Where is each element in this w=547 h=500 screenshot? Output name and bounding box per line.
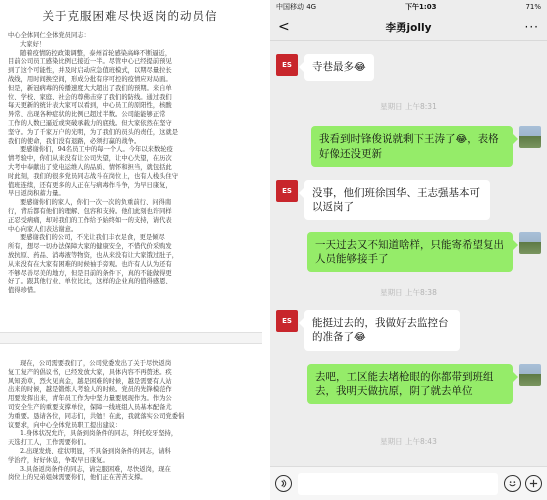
chat-header	[270, 14, 547, 41]
message-text: 我看到时锋俊说就剩下王涛了	[319, 133, 456, 145]
status-bar	[270, 0, 547, 14]
message-text: 没事，他们班徐国华、王志强基本可以返岗了	[312, 187, 480, 213]
timestamp: 星期日 上午8:31	[380, 102, 437, 111]
document-line: 要感谢我们的公司，不光让我们丰衣足食，更是倾尽	[20, 234, 165, 242]
message-bubble-outgoing[interactable]	[311, 126, 513, 167]
document-line: 每天更新的统计表大家可以看到，中心员工的原阳性，核酸	[8, 102, 172, 110]
document-line: 坚守。为了千家万户的光明，为了我们的员头的责任，这就是	[8, 128, 179, 136]
document-line: 随着疫情防控政策调整，泰州首轮感染高峰不断逼近，	[20, 49, 172, 57]
document-line: 但是，新冠病毒的传播速度大大超出了我们的预期。来自单	[8, 84, 172, 92]
back-icon[interactable]: <	[278, 19, 290, 35]
laughing-emoji-icon: 😂	[354, 62, 366, 73]
document-line: 工作的人数已逼近或突破承载力的底线。但大家依然在坚守	[8, 119, 172, 127]
document-line: 情考验中，你们从来没有让公司失望，让中心失望，在历次	[8, 155, 172, 163]
document-line: 大考中奉献出了党电运维人的品质、情怀和担当，就包括此	[8, 163, 172, 171]
document-line: 所有，想尽一切办法保障大家的健康安全，不惜代价采购发	[8, 243, 172, 251]
document-line: 大家好！	[20, 40, 46, 48]
document-line: 出来的时候，越是锻炼人考验人的时候。党员的先锋模范作	[8, 386, 172, 394]
plus-icon[interactable]	[525, 475, 542, 492]
emoji-icon[interactable]	[504, 475, 521, 492]
document-line: 为重要。恳请各位，同志们，共勉！在此，我就落实公司党委倡	[8, 412, 185, 420]
contact-avatar[interactable]: ES	[276, 310, 298, 332]
document-line: 复工复产的倡议书，已经发放大家，具体内容不再赘述。疾	[8, 368, 172, 376]
document-line: 时此刻，我们的很多党员同志战斗在岗位上，也有人栈头住守	[8, 172, 179, 180]
timestamp: 星期日 上午8:38	[380, 288, 437, 297]
document-page-2	[8, 360, 252, 500]
clock-label: 下午1:03	[405, 3, 437, 11]
contact-avatar[interactable]: ES	[276, 180, 298, 202]
document-line: 学治疗，好好休息，争取早日康复。	[8, 456, 109, 464]
document-body-1	[8, 32, 252, 296]
document-line: 3.具备返岗条件的同志，请完服困难，尽快返岗，现在	[20, 465, 171, 473]
page-separator	[0, 332, 262, 344]
message-text: 能挺过去的，我做好去监控台的准备了	[312, 317, 449, 343]
document-line: 现在，公司需要我们了，公司党委发出了关于尽快返岗	[20, 360, 172, 367]
document-line: 正忍受病痛，却对我们的工作给予始终如一的支持，请代表	[8, 216, 172, 224]
document-line: 议要求，向中心全体党员职工提出建议：	[8, 421, 122, 429]
document-line: 值班连续，还有更多的人正在与病毒作斗争，为早日康复，	[8, 181, 172, 189]
laughing-emoji-icon: 😂	[354, 332, 366, 343]
document-line: 司安全生产的重要支撑单位，保障一线班组人员基本配备尤	[8, 403, 172, 411]
document-line: 战线，用时间换空间，形成分批有序可控的疫情应对局面。	[8, 75, 172, 83]
document-line: 中心向家人们表达谢意。	[8, 225, 78, 233]
document-line: 好了。跟其他行业、单位比比，这样的企业真的值得感恩、	[8, 278, 172, 286]
carrier-label: 中国移动 4G	[276, 3, 317, 11]
document-line: 要感谢你们的家人，你们一次一次的负重前行、问得南	[20, 199, 172, 207]
contact-avatar[interactable]: ES	[276, 54, 298, 76]
message-text: 去吧，工区能去堵枪眼的你都带到班组去，我明天做抗原，阴了就去单位	[315, 371, 494, 397]
document-page-1	[8, 6, 252, 324]
document-body-2	[8, 360, 252, 483]
document-line: 风知劲草，烈火见真金，越是困难的时候，越是需要有人站	[8, 377, 172, 385]
message-bubble-incoming[interactable]	[304, 54, 374, 81]
document-line: 到了这个可能性，并及时启动应急值班模式，以期尽量拉长	[8, 67, 172, 75]
message-list[interactable]	[270, 42, 547, 462]
document-line: 放抗原、药品、消毒液等物资，也从来没有让大家饿过肚子，	[8, 251, 179, 259]
timestamp: 星期日 上午8:43	[380, 437, 437, 446]
document-line: 我们的使命，我们没有退路，必须打赢的战争。	[8, 137, 141, 145]
document-line: 要感谢你们，94名员工中的每一个人。今年以来数轮疫	[20, 146, 173, 154]
message-bubble-outgoing[interactable]	[307, 232, 513, 272]
message-text: 寺巷最多	[312, 61, 354, 73]
message-text: 一天过去又不知道啥样，只能寄希望复出人员能够接手了	[315, 239, 504, 265]
document-line: 天选打工人，工作需要你们。	[8, 439, 90, 447]
contact-name: 李勇jolly	[385, 21, 432, 34]
document-line: 1.身体状况允许，具备到岗条件的同志，拜托咬牙坚持，	[20, 430, 178, 438]
user-avatar[interactable]	[519, 232, 541, 254]
more-options-icon[interactable]: ···	[524, 20, 539, 34]
document-line: 岗位上的兄弟姐妹需要你们，他们正在苦苦支撑。	[8, 474, 147, 482]
chat-screen	[270, 0, 547, 500]
document-line: 目前公司员工感染比例已接近一半。尽管中心已经提前预见	[8, 58, 172, 66]
user-avatar[interactable]	[519, 364, 541, 386]
voice-input-icon[interactable]	[275, 475, 292, 492]
document-line: 不够尽善尽美的地方，但是目前的条件下，真的不能做得更	[8, 269, 172, 277]
document-panel	[0, 0, 262, 500]
document-line: 中心全体同仁全体党员同志：	[8, 32, 90, 39]
document-title: 关于克服困难尽快返岗的动员信	[42, 9, 218, 23]
input-bar	[270, 466, 547, 500]
user-avatar[interactable]	[519, 126, 541, 148]
message-bubble-incoming[interactable]	[304, 310, 460, 351]
document-line: 值得珍惜。	[8, 287, 40, 295]
document-line: 行，背后都有他们的理解、包容和支持。他们此刻也许同样	[8, 207, 172, 215]
message-text: ，表格好像还没更新	[319, 133, 499, 160]
message-bubble-outgoing[interactable]	[307, 364, 513, 404]
message-bubble-incoming[interactable]	[304, 180, 490, 220]
battery-label: 71%	[525, 3, 541, 11]
document-line: 位、学校、家庭、社会的尊佛击穿了我们的防线。通过我们	[8, 93, 172, 101]
laughing-emoji-icon: 😂	[455, 134, 468, 145]
document-line: 早日返岗积蓄力量。	[8, 190, 65, 198]
document-line: 用要发挥出来，青年员工作为中坚力量要展现作为。作为公	[8, 395, 172, 403]
message-input[interactable]	[298, 473, 498, 495]
document-line: 2.出现发烧、症状明显，不具备到岗条件的同志，请科	[20, 447, 171, 455]
document-line: 异常、出现各种症状的比例已超过半数。公司能能够正常	[8, 111, 166, 119]
document-line: 从来没有在大家有困难的时候袖手旁观。也许有人认为还有	[8, 260, 172, 268]
